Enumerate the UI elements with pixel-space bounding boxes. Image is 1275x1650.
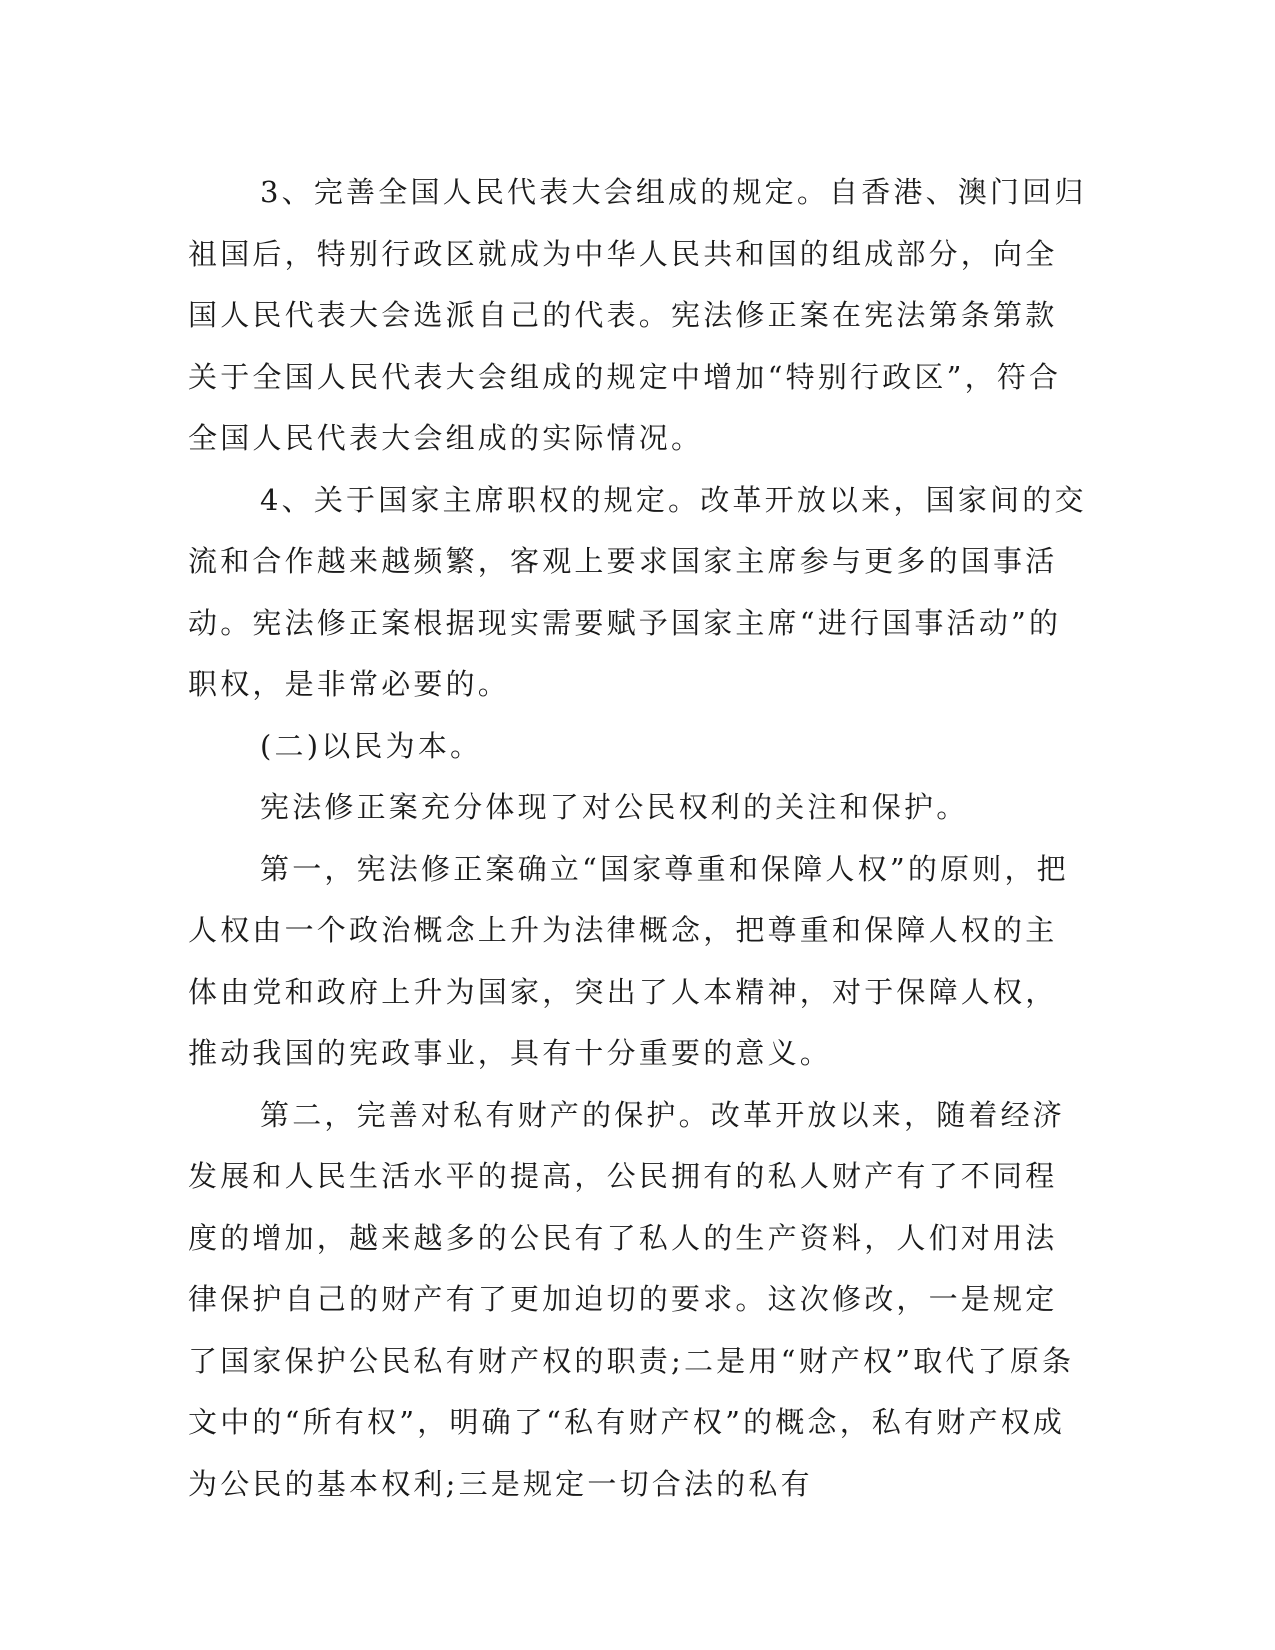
section-heading-people-oriented: (二)以民为本。	[260, 728, 483, 763]
paragraph-president-powers: 4、关于国家主席职权的规定。改革开放以来，国家间的交流和合作越来越频繁，客观上要求国家主席参与更多的国事活动。宪法修正案根据现实需要赋予国家主席“进行国事活动”的职权，是非常必要的。	[188, 482, 1087, 701]
paragraph-private-property: 第二，完善对私有财产的保护。改革开放以来，随着经济发展和人民生活水平的提高，公民拥有的私人财产有了不同程度的增加，越来越多的公民有了私人的生产资料，人们对用法律保护自己的财产有了更加迫切的要求。这次修改，一是规定了国家保护公民私有财产权的职责;二是用“财产权”取代了原条文中的“所有权”，明确了“私有财产权”的概念，私有财产权成为公民的基本权利;三是规定一切合法的私有	[188, 1097, 1075, 1501]
document-body	[188, 162, 1088, 1515]
paragraph-human-rights: 第一，宪法修正案确立“国家尊重和保障人权”的原则，把人权由一个政治概念上升为法律概念，把尊重和保障人权的主体由党和政府上升为国家，突出了人本精神，对于保障人权，推动我国的宪政事业，具有十分重要的意义。	[188, 851, 1069, 1070]
paragraph-citizen-rights: 宪法修正案充分体现了对公民权利的关注和保护。	[260, 790, 969, 824]
paragraph-npc-composition: 3、完善全国人民代表大会组成的规定。自香港、澳门回归祖国后，特别行政区就成为中华人民共和国的组成部分，向全国人民代表大会选派自己的代表。宪法修正案在宪法第条第款关于全国人民代表大会组成的规定中增加“特别行政区”，符合全国人民代表大会组成的实际情况。	[188, 175, 1087, 455]
